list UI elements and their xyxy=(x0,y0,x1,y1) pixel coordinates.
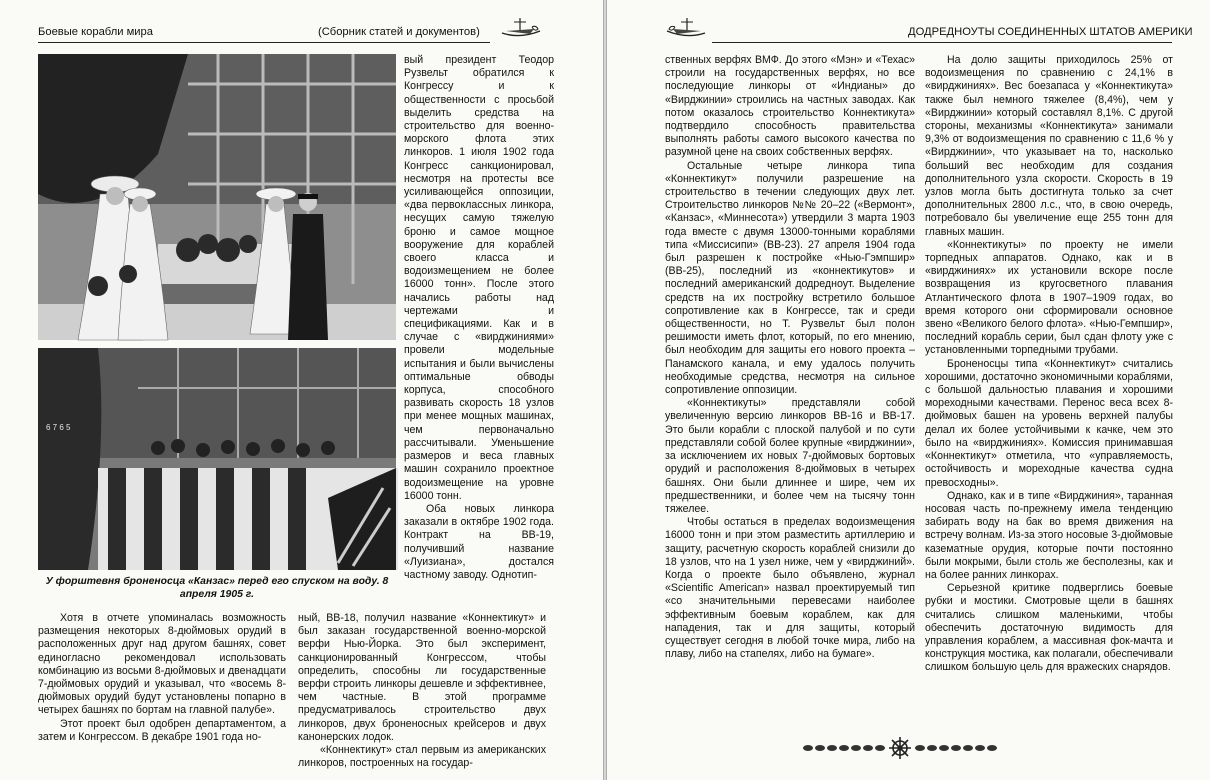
ship-emblem-icon xyxy=(665,15,707,41)
right-header-title: ДОДРЕДНОУТЫ СОЕДИНЕННЫХ ШТАТОВ АМЕРИКИ xyxy=(908,26,1193,38)
right-header-rule xyxy=(712,42,1172,43)
paragraph: «Коннектикуты» по проекту не имели торпедных аппаратов. Однако, как и в «вирджиниях» их установили вскоре после возвращения из кругосветного плавания Атлантического флота в 1907–1909 годах, во время которого они сформировали основное звено «Великого белого флота». «Нью-Гемпшир», последний корабль серии, был сдан флоту уже с установленными торпедными трубами. xyxy=(925,238,1173,357)
paragraph: «Коннектикуты» представляли собой увеличенную версию линкоров ВВ-16 и ВВ-17. Это были корабли с плоской палубой и по сути представляли собой более крупные «вирджинии», за исключением их новых 7-дюймовых бортовых орудий и расположения 8-дюймовых в четырех башнях. Они были длиннее и шире, чем их предшественники, и более чем на тысячу тонн тяжелее. xyxy=(665,397,915,515)
paragraph: ственных верфях ВМФ. До этого «Мэн» и «Техас» строили на государственных верфях, но все последующие линкоры от «Индианы» до «Вирджинии» строились на частных заводах. Как потом оказалось строительство Коннектикута» подтвердило способность правительства выполнять работы самого высокого качества по разумной цене на своих собственных верфях. xyxy=(665,54,915,159)
right-page xyxy=(607,0,1210,780)
left-bottom-column-1 xyxy=(38,612,286,770)
left-page xyxy=(0,0,603,780)
paragraph: Броненосцы типа «Коннектикут» считались хорошими, достаточно экономичными кораблями, с большой дальностью плавания и хорошими мореходными качествами. Перенос веса всех 8-дюймовых башен на уровень верхней палубы делал их более устойчивыми к качке, чем это было на «вирджиниях». Комиссия принимавшая «Коннектикут» отметила, что «управляемость, остойчивость и мореходные качества судна превосходны». xyxy=(925,357,1173,489)
paragraph: ный, ВВ-18, получил название «Коннектикут» и был заказан государственной военно-морской верфи Нью-Йорка. Это был эксперимент, санкционированный Конгрессом, чтобы определить, способны ли государственные верфи строить линкоры дешевле и эффективнее, чем частные. В этой программе предусматривалось строительство двух линкоров, двух броненосных крейсеров и двух канонерских лодок. xyxy=(298,612,546,743)
paragraph: Хотя в отчете упоминалась возможность размещения некоторых 8-дюймовых орудий в расположенных друг над другом башнях, совет единогласно рекомендовал использовать комбинацию из восьми 8-дюймовых и двенадцати 7-дюймовых орудий и указывал, что «восемь 8-дюймовых орудий будут установлены попарно в четырех башнях по бортам на главной палубе». xyxy=(38,612,286,717)
ship-bow-photo xyxy=(38,348,396,570)
ship-emblem-icon xyxy=(500,15,542,41)
paragraph: На долю защиты приходилось 25% от водоизмещения по сравнению с 24,1% в «вирджиниях». Вес боезапаса у «Коннектикута» также был немного тяжелее (8,4%), чем у «Вирджинии» который составлял 8,1%. С другой стороны, механизмы «Коннектикута» занимали 9,3% от водоизмещения по сравнению с 11,6 % у «Вирджинии», что указывает на то, насколько больший вес необходим для создания дополнительного узла скорости. Скорость в 19 узлов могла быть достигнута только за счет дополнительных 2800 л.с., что, в свою очередь, потребовало бы увеличение еще 255 тонн для главных машин. xyxy=(925,54,1173,238)
left-header-title: Боевые корабли мира xyxy=(38,26,153,38)
right-column-1 xyxy=(665,54,915,770)
left-header-rule xyxy=(38,42,490,43)
launch-ceremony-photo xyxy=(38,54,396,340)
paragraph: Оба новых линкора заказали в октябре 1902 года. Контракт на ВВ-19, получивший название «Луизиана», достался частному заводу. Однотип- xyxy=(404,502,554,581)
paragraph: «Коннектикут» стал первым из американских линкоров, построенных на государ- xyxy=(298,744,546,770)
paragraph: Серьезной критике подверглись боевые рубки и мостики. Смотровые щели в башнях считались слишком маленькими, чтобы обеспечить достаточную видимость для управления кораблем, а массивная фок-мачта и конструкция мостика, как полагали, обеспечивали слишком большую цель для вражеских снарядов. xyxy=(925,582,1173,674)
paragraph: Остальные четыре линкора типа «Коннектикут» получили разрешение на строительство в течении следующих двух лет. Строительство линкоров №№ 20–22 («Вермонт», «Канзас», «Миннесота») утвердили 3 марта 1903 года вместе с двумя 13000-тонными кораблями типа «Миссисипи» (ВВ-23). 27 апреля 1904 года был разрешен к постройке «Нью-Гэмпшир» (ВВ-25), последний из «коннектикутов» и последний американский додредноут. Выделение средств на их постройку встретило большое сопротивление как в Конгрессе, так и среди общественности, но Т. Рузвельт был полон решимости иметь флот, который, по его мнению, был необходим для защиты его нового проекта – Панамского канала, и ему удалось получить необходимые средства, несмотря на сильное сопротивление оппозиции. xyxy=(665,159,915,397)
paragraph: Этот проект был одобрен департаментом, а затем и Конгрессом. В декабре 1901 года но- xyxy=(38,717,286,743)
hull-draft-marks: 6 7 6 5 xyxy=(46,423,71,432)
left-bottom-column-2 xyxy=(298,612,546,770)
left-side-column xyxy=(404,54,554,581)
left-header-subtitle: (Сборник статей и документов) xyxy=(318,26,480,38)
paragraph: вый президент Теодор Рузвельт обратился к Конгрессу и к общественности с просьбой выделить средства на строительство для военно-морского флота этих линкоров. 1 июля 1902 года Конгресс санкционировал, несмотря на протесты все усиливающейся оппозиции, «два первоклассных линкора, несущих самую тяжелую броню и самое мощное вооружение для кораблей своего класса и водоизмещением не более 16000 тонн». После этого начались работы над чертежами и спецификациями. Как и в случае с «вирджиниями» провели модельные испытания и были вычислены оптимальные обводы корпуса, способного развивать скорость 18 узлов при менее мощных машинах, чем первоначально рассчитывали. Уменьшение размеров и веса главных машин сохранило проектное водоизмещение на уровне 16000 тонн. xyxy=(404,54,554,502)
paragraph: Однако, как и в типе «Вирджиния», таранная носовая часть по-прежнему имела тенденцию забирать воду на бак во время движения на встречу волнам. Из-за этого носовые 3-дюймовые казематные орудия, которые почти постоянно были мокрыми, были столь же бесполезны, как и на более ранних линкорах. xyxy=(925,489,1173,581)
photo-caption: У форштевня броненосца «Канзас» перед его спуском на воду. 8 апреля 1905 г. xyxy=(45,576,389,600)
right-column-2 xyxy=(925,54,1173,730)
ship-wheel-ornament-icon xyxy=(800,736,1000,760)
paragraph: Чтобы остаться в пределах водоизмещения 16000 тонн и при этом разместить артиллерию и защиту, расчетную скорость кораблей снизили до 18 узлов, что на 1 узел ниже, чем у «вирджиний». Когда о проекте было объявлено, журнал «Scientific American» назвал проектируемый тип «со значительными перевесами наиболее эффективным боевым кораблем, как для нападения, так и для защиты, который существует сегодня в любой точке мира, либо на плаву, либо на стапелях, либо на бумаге». xyxy=(665,516,915,661)
